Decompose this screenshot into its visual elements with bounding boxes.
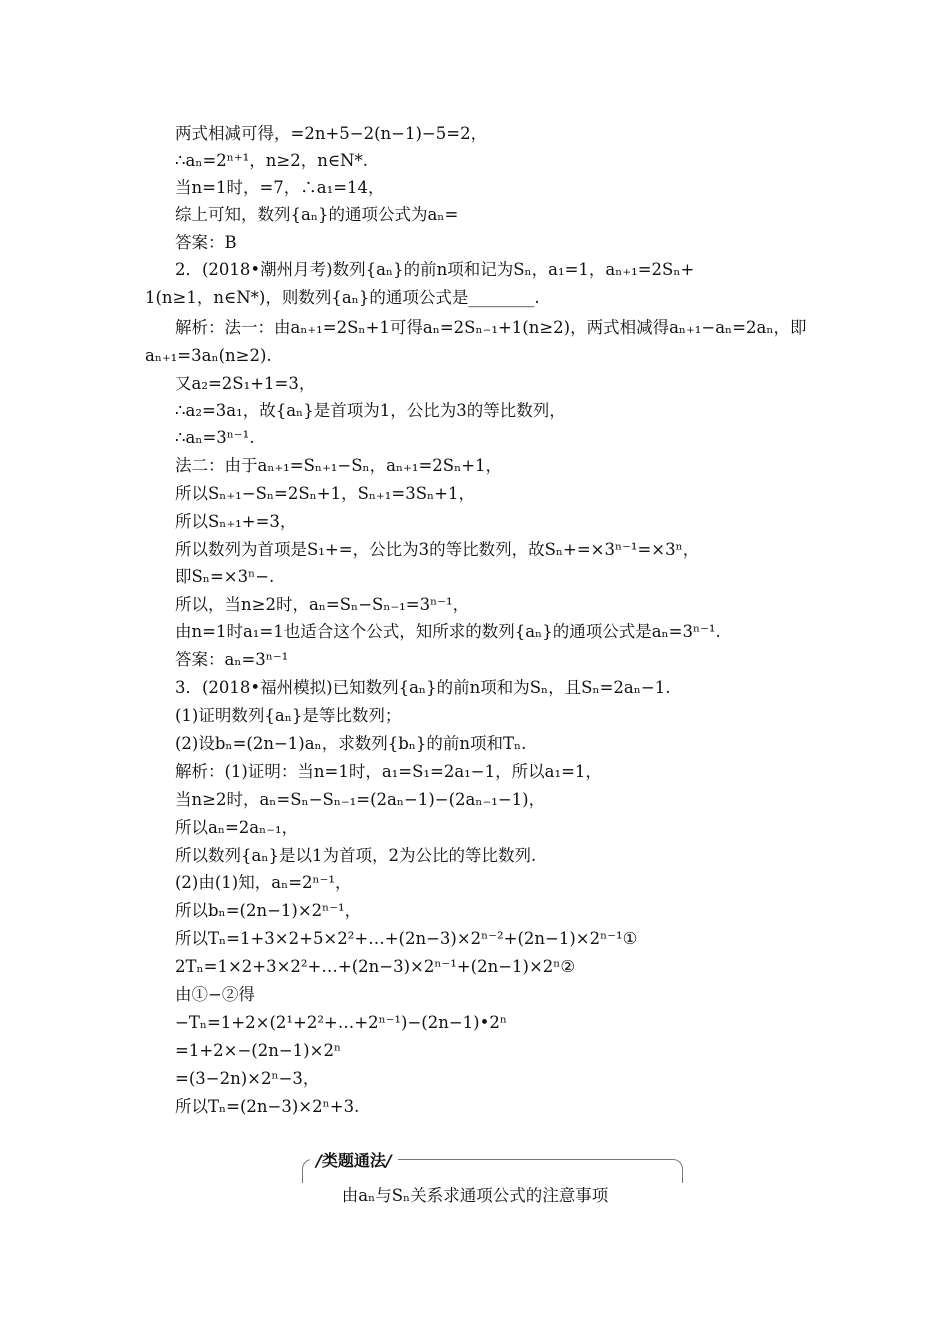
solution-line: 即Sₙ=×3ⁿ−. (175, 567, 275, 586)
method-banner-label: 类题通法 (321, 1151, 386, 1170)
solution-line: 解析：(1)证明：当n=1时，a₁=S₁=2a₁−1，所以a₁=1， (175, 762, 602, 781)
problem-3-line: 3．(2018•福州模拟)已知数列{aₙ}的前n项和为Sₙ，且Sₙ=2aₙ−1. (175, 678, 671, 697)
solution-line: 所以，当n≥2时，aₙ=Sₙ−Sₙ₋₁=3ⁿ⁻¹， (175, 595, 470, 614)
solution-line: 当n≥2时，aₙ=Sₙ−Sₙ₋₁=(2aₙ−1)−(2aₙ₋₁−1)， (175, 790, 546, 809)
solution-line: 又a₂=2S₁+1=3， (175, 374, 316, 393)
text-line: 两式相减可得，=2n+5−2(n−1)−5=2， (175, 124, 488, 143)
solution-line: 所以Tₙ=(2n−3)×2ⁿ+3. (175, 1097, 360, 1116)
solution-line: 所以aₙ=2aₙ₋₁， (175, 818, 299, 837)
solution-line: 由①−②得 (175, 985, 255, 1004)
problem-3-line: (2)设bₙ=(2n−1)aₙ，求数列{bₙ}的前n项和Tₙ. (175, 734, 527, 753)
text-line: ∴aₙ=2ⁿ⁺¹，n≥2，n∈N*. (175, 151, 368, 170)
problem-2-line: 2．(2018•潮州月考)数列{aₙ}的前n项和记为Sₙ，a₁=1，aₙ₊₁=2Sₙ+ (175, 260, 695, 279)
solution-line: 解析：法一：由aₙ₊₁=2Sₙ+1可得aₙ=2Sₙ₋₁+1(n≥2)，两式相减得aₙ₊₁−aₙ=2aₙ，即 (175, 318, 807, 337)
solution-line: ∴a₂=3a₁，故{aₙ}是首项为1，公比为3的等比数列， (175, 401, 566, 420)
solution-line: 所以Sₙ₊₁−Sₙ=2Sₙ+1，Sₙ₊₁=3Sₙ+1， (175, 484, 475, 503)
text-line: 当n=1时，=7，∴a₁=14， (175, 178, 385, 197)
solution-line: ∴aₙ=3ⁿ⁻¹. (175, 428, 255, 447)
problem-2-line: 1(n≥1，n∈N*)，则数列{aₙ}的通项公式是________. (145, 288, 540, 307)
solution-line: 所以数列{aₙ}是以1为首项，2为公比的等比数列. (175, 846, 537, 865)
solution-line: −Tₙ=1+2×(2¹+2²+…+2ⁿ⁻¹)−(2n−1)•2ⁿ (175, 1013, 507, 1032)
slash-icon: / (385, 1151, 392, 1170)
solution-line: 所以Sₙ₊₁+=3， (175, 512, 297, 531)
solution-line: =1+2×−(2n−1)×2ⁿ (175, 1041, 342, 1060)
solution-line: 所以数列为首项是S₁+=，公比为3的等比数列，故Sₙ+=×3ⁿ⁻¹=×3ⁿ， (175, 540, 700, 559)
solution-line: 法二：由于aₙ₊₁=Sₙ₊₁−Sₙ，aₙ₊₁=2Sₙ+1， (175, 456, 503, 475)
slash-icon: / (316, 1151, 322, 1170)
answer-line: 答案：aₙ=3ⁿ⁻¹ (175, 650, 289, 669)
solution-line: =(3−2n)×2ⁿ−3， (175, 1069, 320, 1088)
solution-line: 所以Tₙ=1+3×2+5×2²+…+(2n−3)×2ⁿ⁻²+(2n−1)×2ⁿ⁻¹① (175, 929, 638, 948)
solution-line: aₙ₊₁=3aₙ(n≥2). (145, 346, 272, 365)
method-banner-title (310, 1150, 398, 1172)
method-banner-subtitle: 由aₙ与Sₙ关系求通项公式的注意事项 (341, 1186, 609, 1205)
text-line: 综上可知，数列{aₙ}的通项公式为aₙ= (175, 205, 459, 224)
problem-3-line: (1)证明数列{aₙ}是等比数列； (175, 706, 402, 725)
solution-line: 2Tₙ=1×2+3×2²+…+(2n−3)×2ⁿ⁻¹+(2n−1)×2ⁿ② (175, 957, 576, 976)
solution-line: 由n=1时a₁=1也适合这个公式，知所求的数列{aₙ}的通项公式是aₙ=3ⁿ⁻¹. (175, 622, 721, 641)
answer-line: 答案：B (175, 233, 237, 252)
solution-line: 所以bₙ=(2n−1)×2ⁿ⁻¹， (175, 901, 362, 920)
solution-line: (2)由(1)知，aₙ=2ⁿ⁻¹， (175, 873, 352, 892)
